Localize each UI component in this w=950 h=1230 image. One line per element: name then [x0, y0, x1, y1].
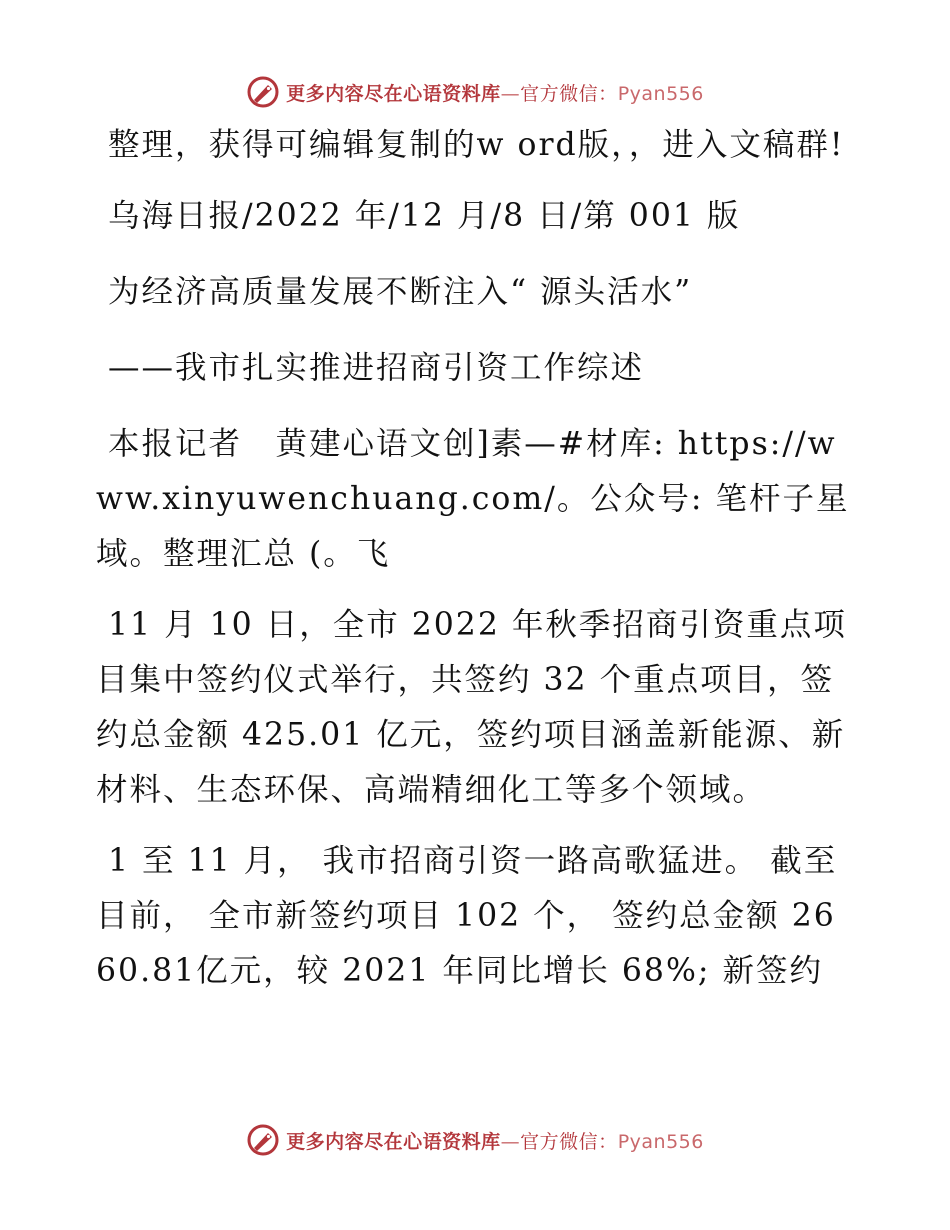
- pen-nib-circle-icon: [246, 75, 280, 109]
- watermark-wechat-label: 官方微信：: [520, 1130, 618, 1153]
- watermark-separator: —: [500, 1130, 521, 1153]
- document-body: [96, 118, 856, 1015]
- body-paragraph: 1 至 11 月， 我市招商引资一路高歌猛进。 截至目前， 全市新签约项目 102 个， 签约总金额 2660.81亿元，较 2021 年同比增长 68%; 新签约: [96, 843, 838, 989]
- article-title: 为经济高质量发展不断注入“ 源头活水”: [108, 274, 693, 310]
- publication-line: 乌海日报/2022 年/12 月/8 日/第 001 版: [108, 198, 741, 234]
- watermark-wechat-id: Pyan556: [617, 82, 704, 105]
- header-watermark: [0, 72, 950, 112]
- byline-paragraph: 本报记者 黄建心语文创]素—#材库: https://www.xinyuwenchuang.com/。公众号: 笔杆子星域。整理汇总 (。飞: [96, 426, 850, 572]
- footer-watermark: [0, 1120, 950, 1160]
- watermark-text: [286, 1127, 704, 1154]
- article-subtitle: ——我市扎实推进招商引资工作综述: [108, 350, 645, 386]
- watermark-text: [286, 79, 704, 106]
- intro-paragraph: 整理，获得可编辑复制的w ord版，，进入文稿群!: [108, 127, 845, 163]
- body-paragraph: 11 月 10 日，全市 2022 年秋季招商引资重点项目集中签约仪式举行，共签约 32 个重点项目，签约总金额 425.01 亿元，签约项目涵盖新能源、新材料、生态环保、高端精细化工等多个领域。: [96, 607, 847, 808]
- watermark-brand: 更多内容尽在心语资料库: [286, 1130, 501, 1153]
- watermark-wechat-label: 官方微信：: [520, 82, 618, 105]
- watermark-wechat-id: Pyan556: [617, 1130, 704, 1153]
- watermark-separator: —: [500, 82, 521, 105]
- pen-nib-circle-icon: [246, 1123, 280, 1157]
- watermark-brand: 更多内容尽在心语资料库: [286, 82, 501, 105]
